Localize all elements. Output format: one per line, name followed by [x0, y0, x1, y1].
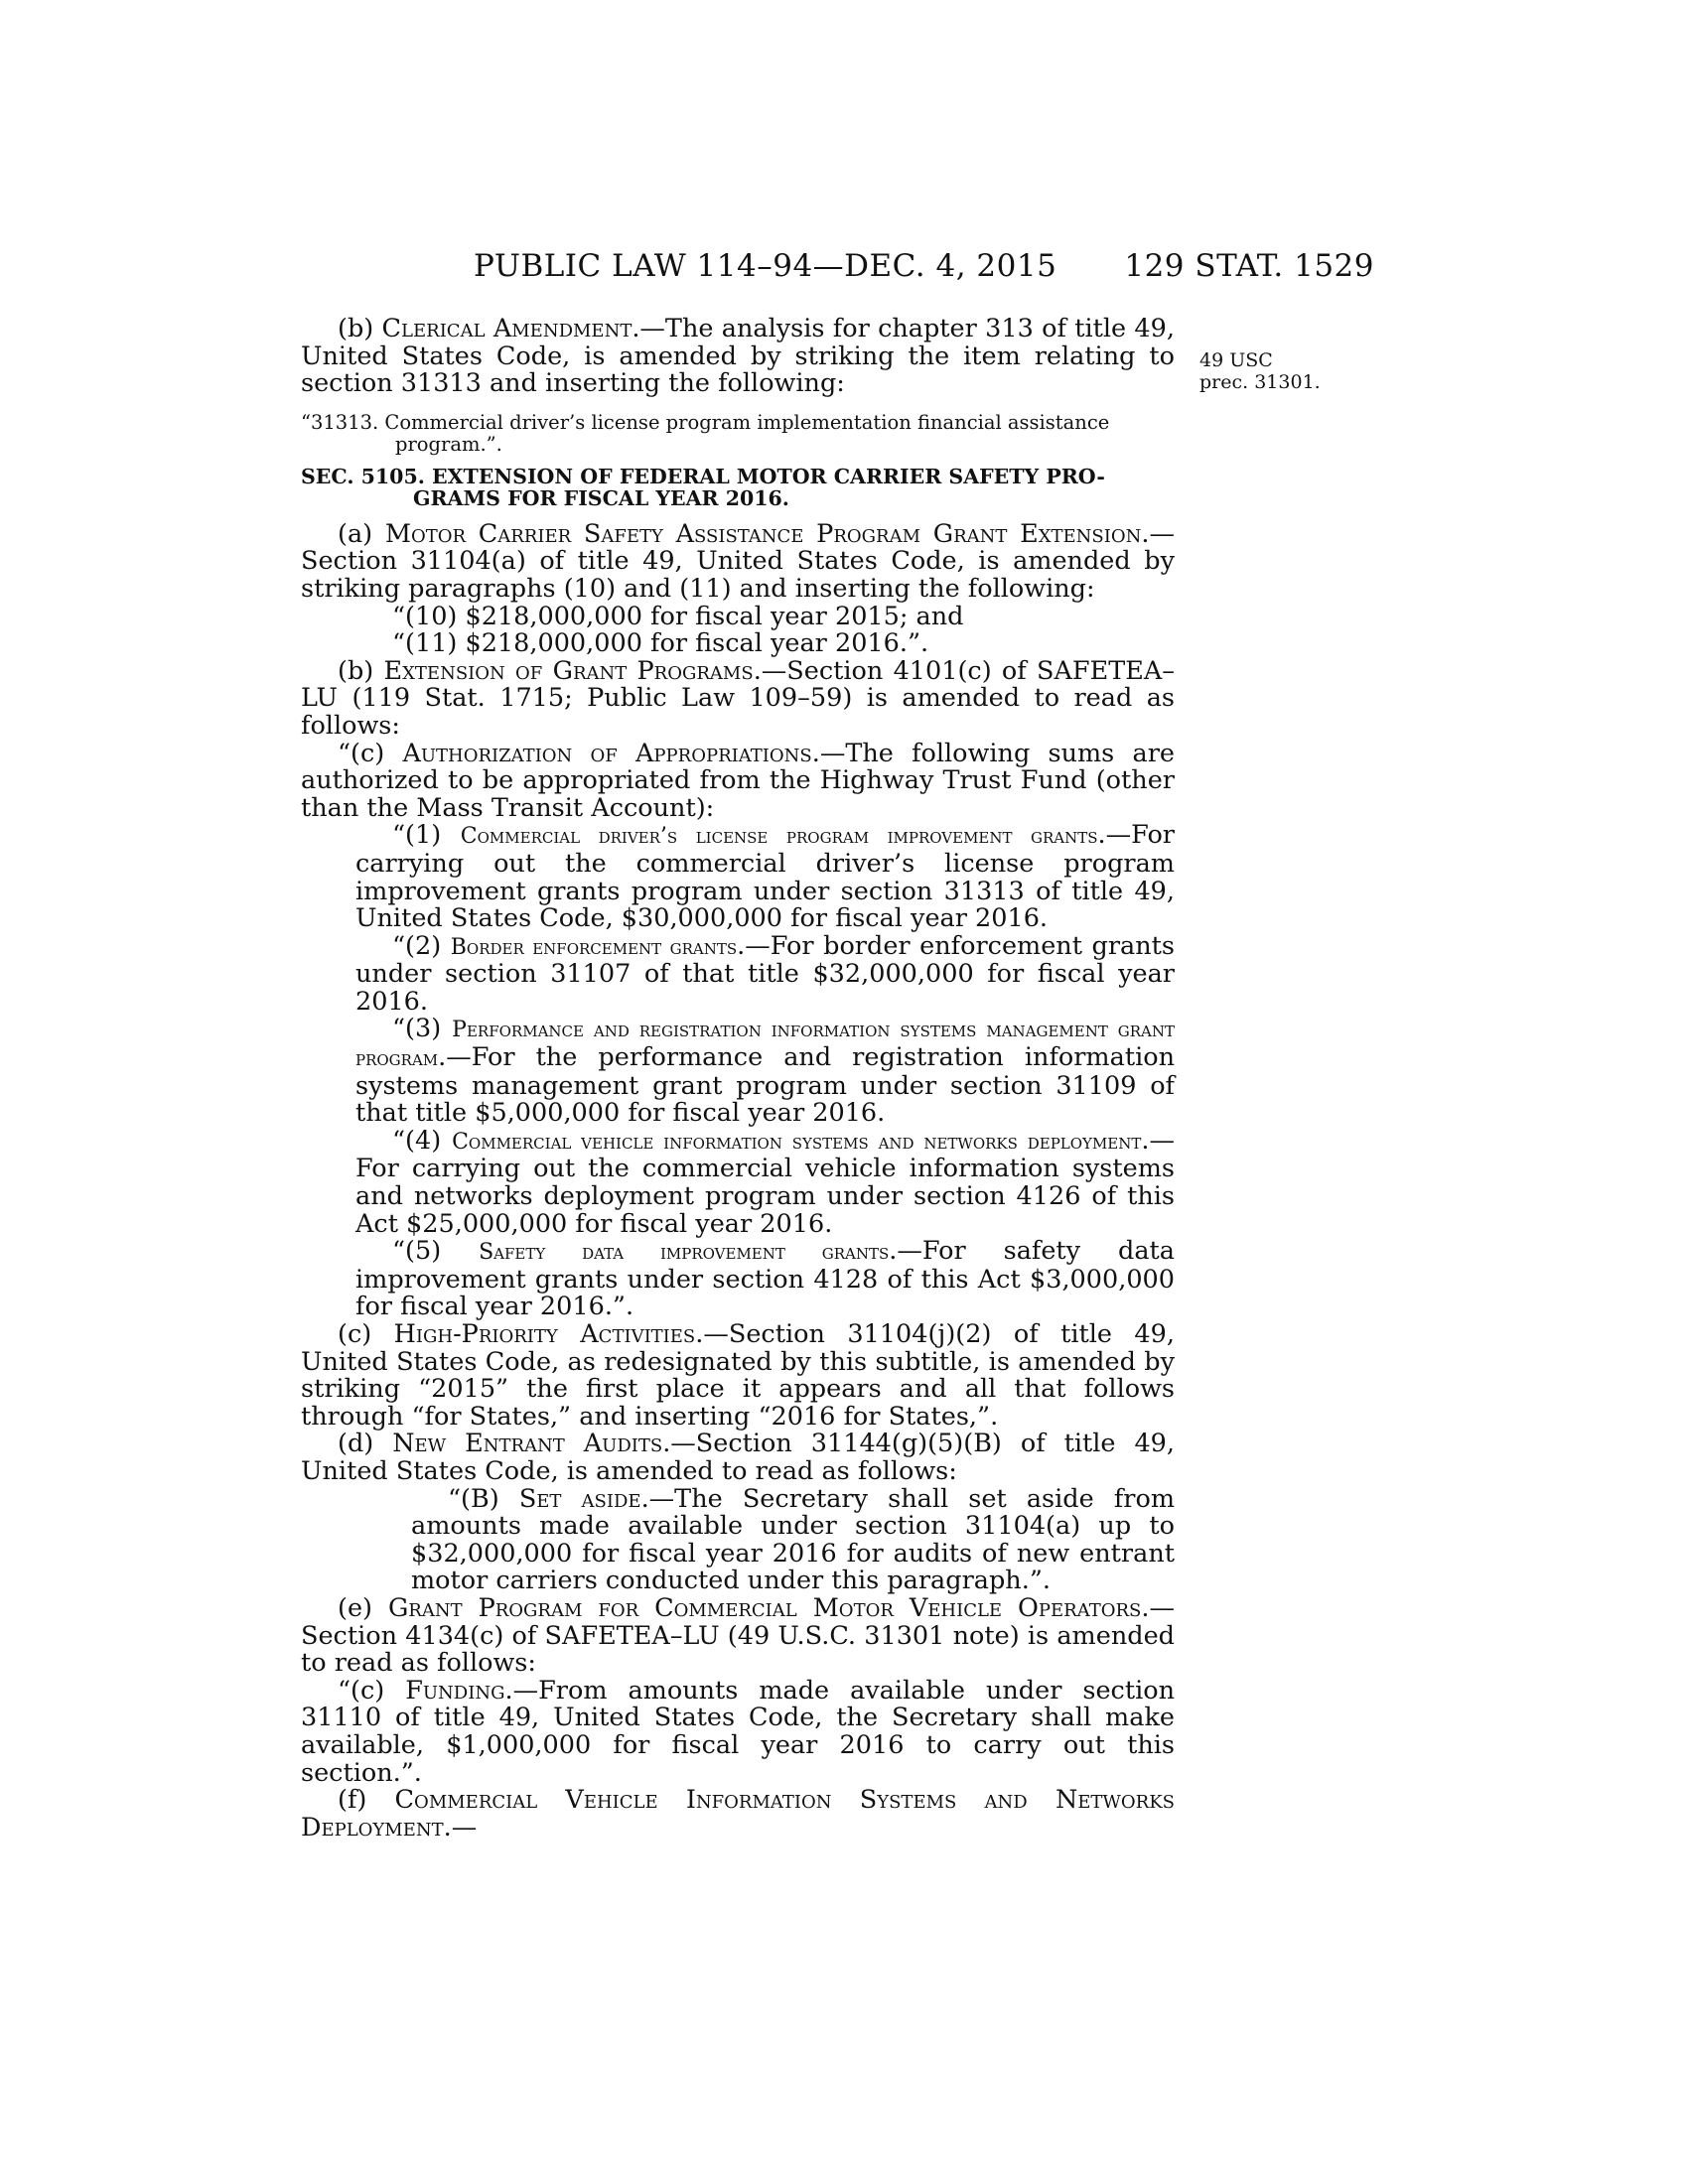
statute-page-number: 129 STAT. 1529 — [1124, 248, 1374, 284]
subsection-heading: Motor Carrier Safety Assistance Program Grant Extension — [384, 518, 1142, 549]
item-paragraph: “(5) Safety data improvement grants.—For safety data improvement grants under section 4128 of this Act $3,000,000 for fiscal year 2016.”. — [355, 1236, 1175, 1322]
quoted-analysis-item: “31313. Commercial driver’s license program implementation financial assistance program.”. — [301, 410, 1110, 456]
paragraph-f: (f) Commercial Vehicle Information Systems and Networks Deployment.— — [301, 1785, 1175, 1843]
body-text — [301, 316, 1175, 1842]
subsection-heading: Grant Program for Commercial Motor Vehicle Operators — [387, 1592, 1142, 1623]
item-paragraph: “(4) Commercial vehicle information systems and networks deployment.—For carrying out the commercial vehicle information systems and networks deployment program under section 4126 of this Act $25,000,000 for fiscal year 2016. — [355, 1125, 1175, 1239]
quoted-paragraph-10: “(10) $218,000,000 for fiscal year 2015; and — [392, 601, 964, 631]
paragraph-heading: Performance and registration information systems management grant program — [355, 1018, 1175, 1072]
subsection-heading: Set aside — [518, 1483, 641, 1514]
item-paragraph: “(2) Border enforcement grants.—For border enforcement grants under section 31107 of that title $32,000,000 for fiscal year 2016. — [355, 930, 1176, 1017]
paragraph-heading: Commercial driver’s license program improvement grants — [460, 824, 1098, 850]
subsection-heading: High-Priority Activities — [393, 1319, 696, 1349]
margin-note-line: 49 USC — [1199, 349, 1273, 371]
paragraph-b-extension: (b) Extension of Grant Programs.—Section 4101(c) of SAFETEA–LU (119 Stat. 1715; Public Law 109–59) is amended to read as follows: — [301, 655, 1175, 741]
public-law-citation: PUBLIC LAW 114–94—DEC. 4, 2015 — [474, 248, 1057, 284]
paragraph-a: (a) Motor Carrier Safety Assistance Program Grant Extension.—Section 31104(a) of title 49, United States Code, is amended by striking paragraphs (10) and (11) and inserting the following: — [301, 518, 1175, 604]
subsection-heading: Authorization of Appropriations — [402, 738, 812, 768]
item-paragraph: “(3) Performance and registration information systems management grant program.—For the performance and registration information systems management grant program under section 31109 of that title $5,000,000 for fiscal year 2016. — [355, 1014, 1175, 1129]
subsection-heading: Funding — [405, 1675, 505, 1706]
margin-note — [1199, 349, 1321, 393]
quoted-paragraph-11: “(11) $218,000,000 for fiscal year 2016.”. — [392, 628, 929, 659]
paragraph-b-clerical: (b) Clerical Amendment.—The analysis for chapter 313 of title 49, United States Code, is amended by striking the item relating to section 31313 and inserting the following: — [301, 314, 1175, 399]
paragraph-c-funding: “(c) Funding.—From amounts made available under section 31110 of title 49, United States Code, the Secretary shall make available, $1,000,000 for fiscal year 2016 to carry out this section.”. — [301, 1675, 1175, 1788]
paragraph-heading: Commercial vehicle information systems and networks deployment — [452, 1129, 1142, 1155]
margin-note-line: prec. 31301. — [1199, 371, 1321, 393]
subsection-heading: Commercial Vehicle Information Systems and Networks Deployment — [301, 1785, 1175, 1843]
paragraph-c-authorization: “(c) Authorization of Appropriations.—The following sums are authorized to be appropriated from the Highway Trust Fund (other than the Mass Transit Account): — [301, 738, 1175, 823]
paragraph-heading: Safety data improvement grants — [479, 1240, 890, 1266]
subsection-heading: Extension of Grant Programs — [383, 655, 754, 686]
subsection-heading: Clerical Amendment — [381, 314, 633, 343]
paragraph-c-high-priority: (c) High-Priority Activities.—Section 31104(j)(2) of title 49, United States Code, as redesignated by this subtitle, is amended by striking “2015” the first place it appears and all that follows through “for States,” and inserting “2016 for States,”. — [301, 1319, 1175, 1432]
section-heading: SEC. 5105. EXTENSION OF FEDERAL MOTOR CARRIER SAFETY PRO- GRAMS FOR FISCAL YEAR 2016. — [301, 464, 1105, 510]
paragraph-e-grant: (e) Grant Program for Commercial Motor Vehicle Operators.—Section 4134(c) of SAFETEA–LU (49 U.S.C. 31301 note) is amended to read as follows: — [301, 1592, 1175, 1679]
item-paragraph: “(1) Commercial driver’s license program improvement grants.—For carrying out the commercial driver’s license program improvement grants program under section 31313 of title 49, United States Code, $30,000,000 for fiscal year 2016. — [355, 820, 1175, 934]
paragraph-d-new-entrant: (d) New Entrant Audits.—Section 31144(g)(5)(B) of title 49, United States Code, is amended to read as follows: — [301, 1429, 1175, 1486]
subsection-heading: New Entrant Audits — [392, 1429, 663, 1459]
paragraph-set-aside: “(B) Set aside.—The Secretary shall set aside from amounts made available under section 31104(a) up to $32,000,000 for fiscal year 2016 for audits of new entrant motor carriers conducted under this paragraph.”. — [411, 1483, 1176, 1596]
running-head — [300, 248, 1374, 290]
paragraph-heading: Border enforcement grants — [450, 934, 738, 960]
